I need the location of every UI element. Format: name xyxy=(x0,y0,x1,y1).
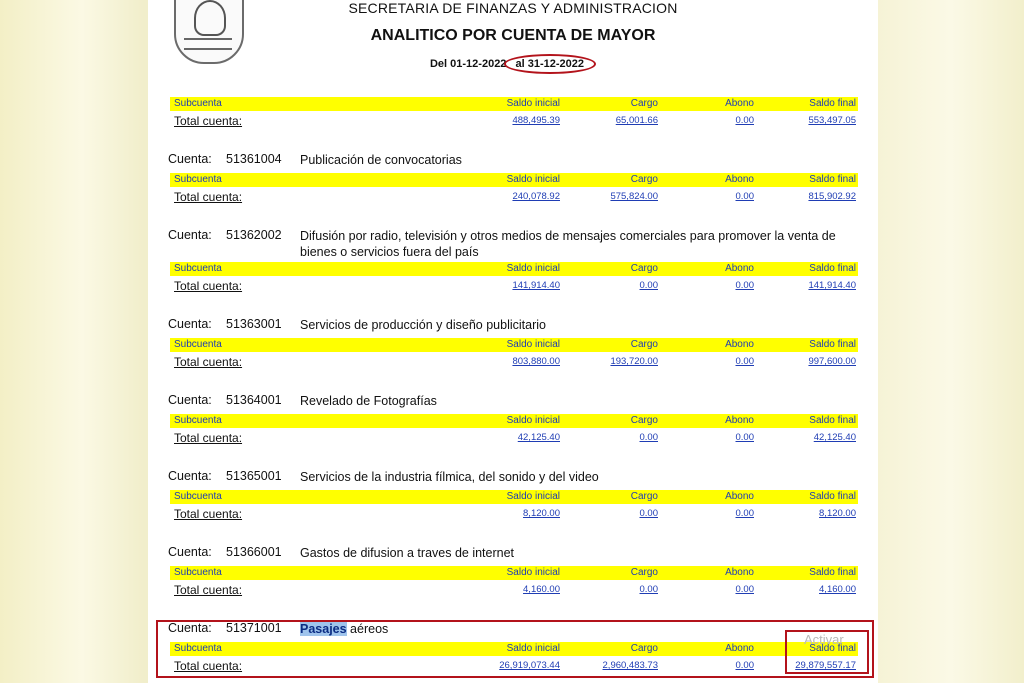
total-saldo-final: 815,902.92 xyxy=(808,191,856,202)
col-cargo: Cargo xyxy=(630,174,658,185)
account-label: Cuenta: xyxy=(168,317,212,331)
total-row xyxy=(170,355,858,371)
date-range xyxy=(148,54,878,74)
account-description: Gastos de difusion a traves de internet xyxy=(300,546,515,560)
account-description: Publicación de convocatorias xyxy=(300,153,462,167)
column-header-band xyxy=(170,642,858,656)
col-saldo-final: Saldo final xyxy=(809,567,856,578)
total-row xyxy=(170,659,858,675)
col-saldo-inicial: Saldo inicial xyxy=(506,415,560,426)
account-description-rest: aéreos xyxy=(346,622,389,636)
col-saldo-inicial: Saldo inicial xyxy=(506,98,560,109)
total-abono: 0.00 xyxy=(735,508,754,519)
total-saldo-final: 29,879,557.17 xyxy=(795,660,856,671)
account-number: 51364001 xyxy=(226,393,282,407)
total-cargo: 0.00 xyxy=(639,432,658,443)
total-saldo-inicial: 803,880.00 xyxy=(512,356,560,367)
total-abono: 0.00 xyxy=(735,115,754,126)
account-number: 51362002 xyxy=(226,228,282,242)
col-saldo-final: Saldo final xyxy=(809,263,856,274)
date-from: Del 01-12-2022 xyxy=(429,58,507,70)
col-abono: Abono xyxy=(725,98,754,109)
column-header-band xyxy=(170,173,858,187)
selected-text-highlight: Pasajes xyxy=(300,622,347,636)
total-saldo-final: 42,125.40 xyxy=(813,432,856,443)
column-header-band xyxy=(170,338,858,352)
account-number: 51365001 xyxy=(226,469,282,483)
total-row xyxy=(170,583,858,599)
account-label: Cuenta: xyxy=(168,393,212,407)
account-heading xyxy=(168,152,860,168)
total-cargo: 0.00 xyxy=(639,508,658,519)
total-saldo-final: 141,914.40 xyxy=(808,280,856,291)
col-cargo: Cargo xyxy=(630,415,658,426)
account-label: Cuenta: xyxy=(168,469,212,483)
total-abono: 0.00 xyxy=(735,191,754,202)
total-label: Total cuenta: xyxy=(174,279,243,293)
account-description xyxy=(300,621,860,637)
account-number: 51371001 xyxy=(226,621,282,635)
total-saldo-inicial: 8,120.00 xyxy=(523,508,560,519)
organization-name: SECRETARIA DE FINANZAS Y ADMINISTRACION xyxy=(348,0,678,16)
col-cargo: Cargo xyxy=(630,263,658,274)
column-header-band xyxy=(170,490,858,504)
background-right xyxy=(878,0,1024,683)
col-saldo-inicial: Saldo inicial xyxy=(506,491,560,502)
total-cargo: 65,001.66 xyxy=(615,115,658,126)
account-description: Difusión por radio, televisión y otros medios de mensajes comerciales para promover la venta de bienes o servicios fuera del país xyxy=(300,229,836,259)
column-header-band xyxy=(170,414,858,428)
col-subcuenta: Subcuenta xyxy=(174,263,222,274)
total-abono: 0.00 xyxy=(735,432,754,443)
total-row xyxy=(170,279,858,295)
total-row xyxy=(170,507,858,523)
total-abono: 0.00 xyxy=(735,584,754,595)
total-saldo-final: 4,160.00 xyxy=(819,584,856,595)
col-saldo-inicial: Saldo inicial xyxy=(506,643,560,654)
total-cargo: 193,720.00 xyxy=(610,356,658,367)
total-label: Total cuenta: xyxy=(174,659,243,673)
col-saldo-final: Saldo final xyxy=(809,491,856,502)
col-abono: Abono xyxy=(725,567,754,578)
total-cargo: 0.00 xyxy=(639,584,658,595)
document-page xyxy=(148,0,878,683)
total-abono: 0.00 xyxy=(735,660,754,671)
total-label: Total cuenta: xyxy=(174,583,243,597)
col-cargo: Cargo xyxy=(630,643,658,654)
col-subcuenta: Subcuenta xyxy=(174,643,222,654)
total-cargo: 575,824.00 xyxy=(610,191,658,202)
col-saldo-inicial: Saldo inicial xyxy=(506,263,560,274)
account-heading xyxy=(168,545,860,561)
account-description: Servicios de producción y diseño publicitario xyxy=(300,318,546,332)
col-subcuenta: Subcuenta xyxy=(174,415,222,426)
account-label: Cuenta: xyxy=(168,228,212,242)
col-saldo-inicial: Saldo inicial xyxy=(506,567,560,578)
account-label: Cuenta: xyxy=(168,621,212,635)
annotation-red-box-final xyxy=(785,630,869,674)
col-saldo-inicial: Saldo inicial xyxy=(506,174,560,185)
total-saldo-final: 553,497.05 xyxy=(808,115,856,126)
col-abono: Abono xyxy=(725,643,754,654)
col-subcuenta: Subcuenta xyxy=(174,567,222,578)
account-number: 51363001 xyxy=(226,317,282,331)
col-saldo-final: Saldo final xyxy=(809,339,856,350)
column-header-band xyxy=(170,262,858,276)
activation-watermark-text: Activar xyxy=(804,632,844,647)
col-subcuenta: Subcuenta xyxy=(174,98,222,109)
total-row xyxy=(170,114,858,130)
account-description: Servicios de la industria fílmica, del sonido y del video xyxy=(300,470,599,484)
col-abono: Abono xyxy=(725,174,754,185)
col-abono: Abono xyxy=(725,415,754,426)
account-label: Cuenta: xyxy=(168,152,212,166)
account-heading xyxy=(168,393,860,409)
total-abono: 0.00 xyxy=(735,356,754,367)
total-saldo-final: 8,120.00 xyxy=(819,508,856,519)
col-saldo-final: Saldo final xyxy=(809,643,856,654)
col-cargo: Cargo xyxy=(630,98,658,109)
date-to-circled: al 31-12-2022 xyxy=(504,54,597,74)
total-row xyxy=(170,431,858,447)
total-saldo-inicial: 26,919,073.44 xyxy=(499,660,560,671)
col-abono: Abono xyxy=(725,339,754,350)
col-abono: Abono xyxy=(725,491,754,502)
account-number: 51366001 xyxy=(226,545,282,559)
col-subcuenta: Subcuenta xyxy=(174,491,222,502)
total-saldo-inicial: 4,160.00 xyxy=(523,584,560,595)
total-label: Total cuenta: xyxy=(174,114,243,128)
account-description: Revelado de Fotografías xyxy=(300,394,437,408)
total-cargo: 0.00 xyxy=(639,280,658,291)
column-header-band xyxy=(170,97,858,111)
col-abono: Abono xyxy=(725,263,754,274)
account-heading xyxy=(168,469,860,485)
col-cargo: Cargo xyxy=(630,567,658,578)
col-cargo: Cargo xyxy=(630,491,658,502)
account-heading xyxy=(168,228,860,260)
total-label: Total cuenta: xyxy=(174,507,243,521)
account-heading xyxy=(168,621,860,637)
total-saldo-final: 997,600.00 xyxy=(808,356,856,367)
account-heading xyxy=(168,317,860,333)
col-saldo-inicial: Saldo inicial xyxy=(506,339,560,350)
total-saldo-inicial: 240,078.92 xyxy=(512,191,560,202)
col-saldo-final: Saldo final xyxy=(809,415,856,426)
column-header-band xyxy=(170,566,858,580)
col-subcuenta: Subcuenta xyxy=(174,174,222,185)
report-title: ANALITICO POR CUENTA DE MAYOR xyxy=(370,27,656,44)
col-cargo: Cargo xyxy=(630,339,658,350)
account-number: 51361004 xyxy=(226,152,282,166)
total-row xyxy=(170,190,858,206)
total-label: Total cuenta: xyxy=(174,355,243,369)
total-cargo: 2,960,483.73 xyxy=(602,660,658,671)
total-saldo-inicial: 488,495.39 xyxy=(512,115,560,126)
account-label: Cuenta: xyxy=(168,545,212,559)
total-saldo-inicial: 42,125.40 xyxy=(517,432,560,443)
col-saldo-final: Saldo final xyxy=(809,98,856,109)
col-subcuenta: Subcuenta xyxy=(174,339,222,350)
total-label: Total cuenta: xyxy=(174,190,243,204)
total-label: Total cuenta: xyxy=(174,431,243,445)
total-abono: 0.00 xyxy=(735,280,754,291)
col-saldo-final: Saldo final xyxy=(809,174,856,185)
total-saldo-inicial: 141,914.40 xyxy=(512,280,560,291)
